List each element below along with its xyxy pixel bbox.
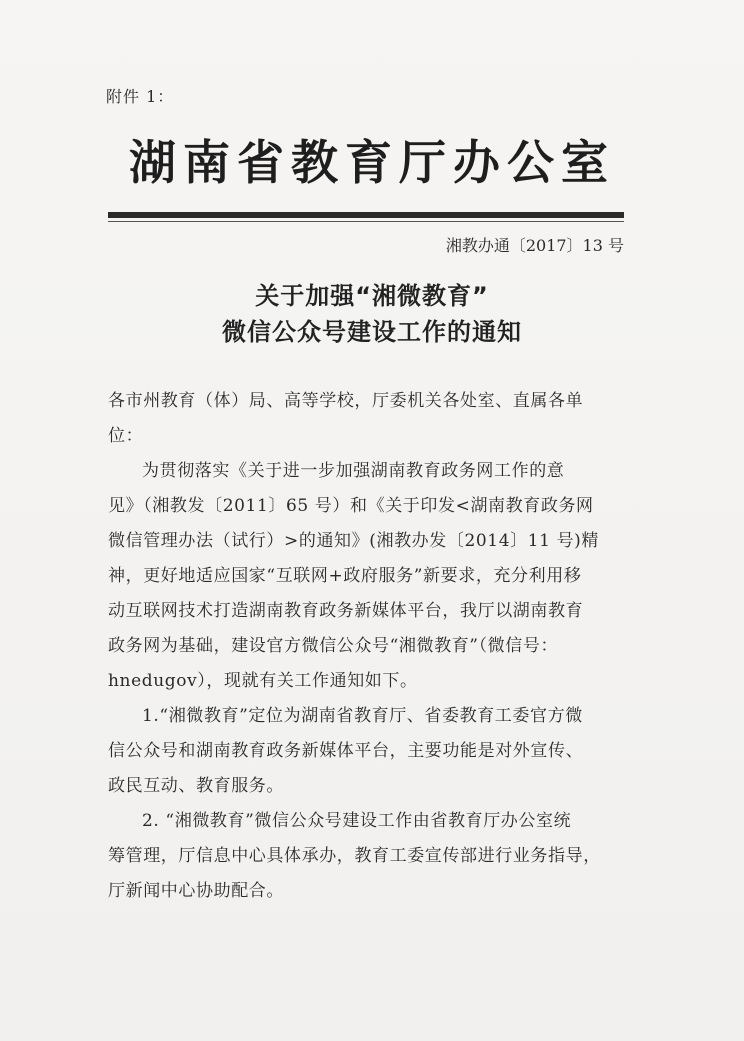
- paragraph-line: 见》（湘教发〔2011〕65 号）和《关于印发<湖南教育政务网: [108, 496, 594, 516]
- paragraph-line: 神，更好地适应国家“互联网+政府服务”新要求，充分利用移: [108, 566, 582, 586]
- addressee-line: 位：: [108, 426, 144, 446]
- title-line-2: 微信公众号建设工作的通知: [222, 318, 522, 346]
- paragraph-line: 动互联网技术打造湖南教育政务新媒体平台，我厅以湖南教育: [108, 601, 584, 621]
- paragraph-line: 政务网为基础，建设官方微信公众号“湘微教育”（微信号：: [108, 636, 559, 656]
- header-rule-thin: [108, 221, 624, 222]
- issuing-office-header: 湖南省教育厅办公室: [129, 136, 615, 191]
- paragraph-line: 为贯彻落实《关于进一步加强湖南教育政务网工作的意: [142, 461, 565, 481]
- paragraph-line: 筹管理，厅信息中心具体承办，教育工委宣传部进行业务指导，: [108, 846, 601, 866]
- addressee-line: 各市州教育（体）局、高等学校，厅委机关各处室、直属各单: [108, 391, 584, 411]
- paragraph-line: 信公众号和湖南教育政务新媒体平台，主要功能是对外宣传、: [108, 741, 584, 761]
- title-line-1: 关于加强“湘微教育”: [255, 282, 489, 310]
- document-body: [108, 384, 632, 909]
- attachment-label: 附件 1：: [106, 87, 175, 106]
- document-number: 湘教办通〔2017〕13 号: [445, 236, 624, 255]
- paragraph-line: hnedugov），现就有关工作通知如下。: [108, 671, 418, 691]
- header-rule-thick: [108, 212, 624, 218]
- paragraph-line: 1.“湘微教育”定位为湖南省教育厅、省委教育工委官方微: [142, 706, 583, 726]
- paragraph-line: 厅新闻中心协助配合。: [108, 881, 284, 901]
- paragraph-line: 微信管理办法（试行）>的通知》(湘教办发〔2014〕11 号)精: [108, 531, 600, 551]
- paragraph-line: 政民互动、教育服务。: [108, 776, 284, 796]
- paragraph-line: 2. “湘微教育”微信公众号建设工作由省教育厅办公室统: [142, 811, 572, 831]
